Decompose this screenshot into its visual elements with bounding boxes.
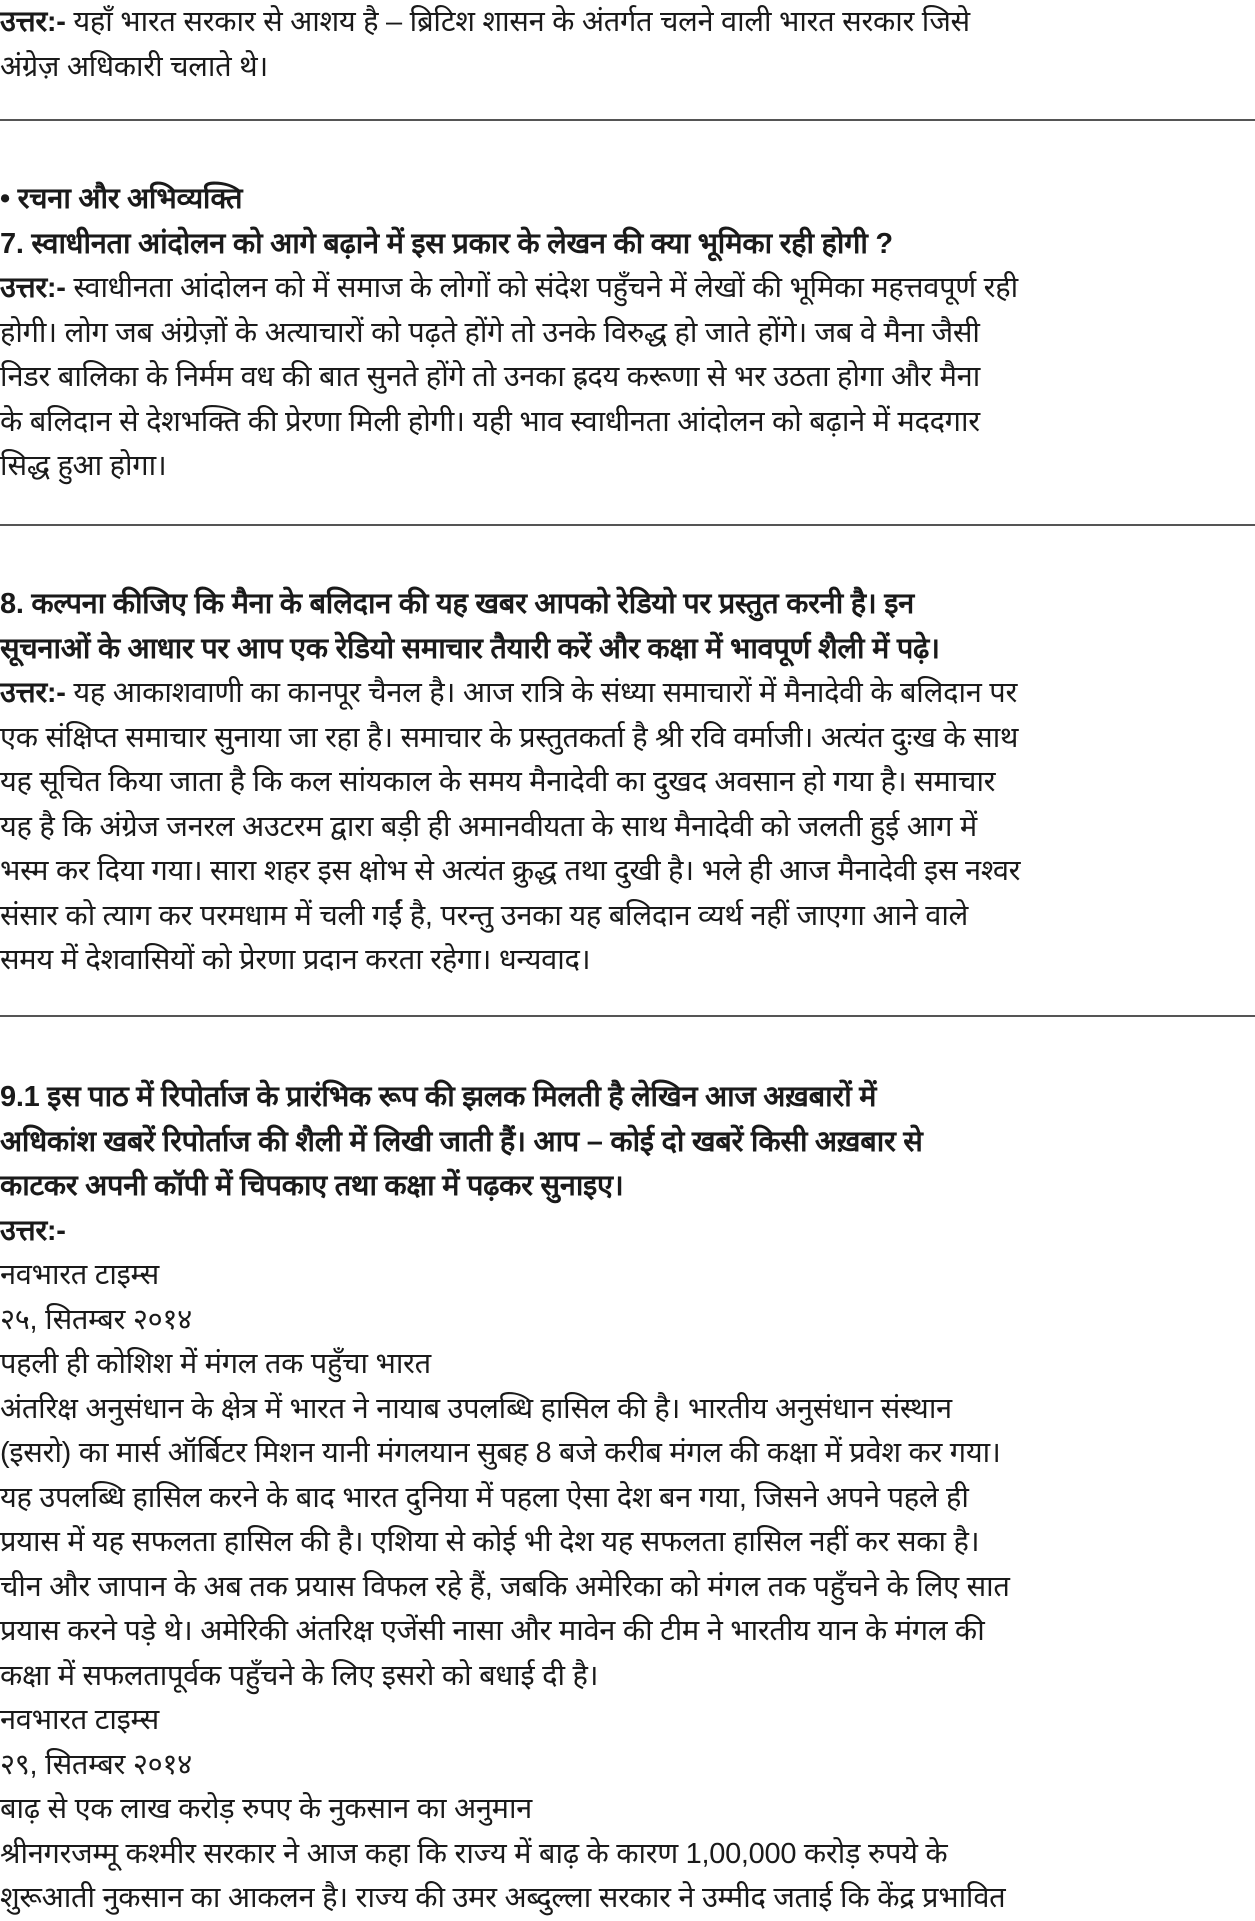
text-line	[0, 938, 1255, 983]
line-text: चीन और जापान के अब तक प्रयास विफल रहे हैं, जबकि अमेरिका को मंगल तक पहुँचने के लिए सात	[0, 1570, 1010, 1603]
text-line	[0, 311, 1255, 356]
question-line	[0, 582, 1255, 627]
line-text: के बलिदान से देशभक्ति की प्रेरणा मिली होगी। यही भाव स्वाधीनता आंदोलन को बढ़ाने में मददगार	[0, 405, 980, 438]
question-line	[0, 627, 1255, 672]
line-text: २९, सितम्बर २०१४	[0, 1748, 192, 1781]
text-line	[0, 45, 1255, 90]
line-text: काटकर अपनी कॉपी में चिपकाए तथा कक्षा में पढ़कर सुनाइए।	[0, 1170, 624, 1202]
line-text: सिद्ध हुआ होगा।	[0, 450, 167, 482]
text-line	[0, 849, 1255, 894]
text-line	[0, 1698, 1255, 1743]
line-text: यह सूचित किया जाता है कि कल सांयकाल के समय मैनादेवी का दुखद अवसान हो गया है। समाचार	[0, 766, 996, 798]
line-text: 9.1 इस पाठ में रिपोर्ताज के प्रारंभिक रूप की झलक मिलती है लेखिन आज अख़बारों में	[0, 1081, 877, 1113]
line-text: प्रयास करने पड़े थे। अमेरिकी अंतरिक्ष एजेंसी नासा और मावेन की टीम ने भारतीय यान के मंगल की	[0, 1615, 985, 1647]
question-line	[0, 1164, 1255, 1209]
text-line	[0, 894, 1255, 939]
text-line	[0, 805, 1255, 850]
text-line	[0, 1298, 1255, 1343]
text-line	[0, 1431, 1255, 1476]
line-text: यह उपलब्धि हासिल करने के बाद भारत दुनिया में पहला ऐसा देश बन गया, जिसने अपने पहले ही	[0, 1481, 969, 1514]
line-text: यह आकाशवाणी का कानपूर चैनल है। आज रात्रि के संध्या समाचारों में मैनादेवी के बलिदान पर	[65, 677, 1018, 709]
question-line	[0, 222, 1255, 267]
line-text: सूचनाओं के आधार पर आप एक रेडियो समाचार तैयारी करें और कक्षा में भावपूर्ण शैली में पढ़े।	[0, 632, 940, 665]
text-line	[0, 1209, 1255, 1254]
line-text: पहली ही कोशिश में मंगल तक पहुँचा भारत	[0, 1348, 431, 1380]
text-line	[0, 760, 1255, 805]
question-7-section	[0, 177, 1255, 489]
text-line	[0, 1832, 1255, 1877]
text-line	[0, 1876, 1255, 1921]
text-line	[0, 1387, 1255, 1432]
question-line	[0, 1120, 1255, 1165]
question-8-section	[0, 582, 1255, 983]
text-line	[0, 1787, 1255, 1832]
divider	[0, 524, 1255, 526]
line-text: श्रीनगरजम्मू कश्मीर सरकार ने आज कहा कि राज्य में बाढ़ के कारण 1,00,000 करोड़ रुपये के	[0, 1837, 948, 1870]
line-text: कक्षा में सफलतापूर्वक पहुँचने के लिए इसरो को बधाई दी है।	[0, 1659, 599, 1692]
line-text: समय में देशवासियों को प्रेरणा प्रदान करता रहेगा। धन्यवाद।	[0, 944, 591, 976]
text-line	[0, 1253, 1255, 1298]
text-line	[0, 355, 1255, 400]
divider	[0, 1015, 1255, 1017]
line-text: अंग्रेज़ अधिकारी चलाते थे।	[0, 50, 268, 83]
line-text: भस्म कर दिया गया। सारा शहर इस क्षोभ से अत्यंत क्रुद्ध तथा दुखी है। भले ही आज मैनादेवी इस नश्वर	[0, 855, 1021, 887]
line-text: स्वाधीनता आंदोलन को में समाज के लोगों को संदेश पहुँचने में लेखों की भूमिका महत्तवपूर्ण रही	[65, 272, 1018, 304]
text-line	[0, 1654, 1255, 1699]
text-line	[0, 1743, 1255, 1788]
question-line	[0, 177, 1255, 222]
line-text: (इसरो) का मार्स ऑर्बिटर मिशन यानी मंगलयान सुबह 8 बजे करीब मंगल की कक्षा में प्रवेश कर गया।	[0, 1437, 1001, 1469]
text-line	[0, 1609, 1255, 1654]
text-line	[0, 716, 1255, 761]
line-text: अंतरिक्ष अनुसंधान के क्षेत्र में भारत ने नायाब उपलब्धि हासिल की है। भारतीय अनुसंधान संस्थान	[0, 1392, 952, 1425]
line-text: निडर बालिका के निर्मम वध की बात सुनते होंगे तो उनका ह्रदय करूणा से भर उठता होगा और मैना	[0, 361, 980, 393]
question-9-1-section	[0, 1075, 1255, 1921]
text-line	[0, 444, 1255, 489]
answer-label: उत्तर:-	[0, 272, 66, 304]
line-text: नवभारत टाइम्स	[0, 1704, 159, 1736]
line-text: 7. स्वाधीनता आंदोलन को आगे बढ़ाने में इस प्रकार के लेखन की क्या भूमिका रही होगी ?	[0, 227, 893, 260]
text-line	[0, 266, 1255, 311]
text-line	[0, 1565, 1255, 1610]
line-text: नवभारत टाइम्स	[0, 1259, 159, 1291]
line-text: • रचना और अभिव्यक्ति	[0, 183, 243, 215]
line-text: शुरूआती नुकसान का आकलन है। राज्य की उमर अब्दुल्ला सरकार ने उम्मीद जताई कि केंद्र प्रभावित	[0, 1882, 1006, 1914]
line-text: यह है कि अंग्रेज जनरल अउटरम द्वारा बड़ी ही अमानवीयता के साथ मैनादेवी को जलती हुई आग में	[0, 810, 977, 843]
divider	[0, 119, 1255, 121]
line-text: बाढ़ से एक लाख करोड़ रुपए के नुकसान का अनुमान	[0, 1793, 532, 1825]
answer-6-section	[0, 0, 1255, 89]
question-line	[0, 1075, 1255, 1120]
answer-label: उत्तर:-	[0, 677, 66, 709]
text-line	[0, 1520, 1255, 1565]
line-text: यहाँ भारत सरकार से आशय है – ब्रिटिश शासन के अंतर्गत चलने वाली भारत सरकार जिसे	[65, 6, 970, 38]
line-text: संसार को त्याग कर परमधाम में चली गईं है, परन्तु उनका यह बलिदान व्यर्थ नहीं जाएगा आने वाले	[0, 899, 968, 932]
line-text: २५, सितम्बर २०१४	[0, 1303, 192, 1336]
line-text: 8. कल्पना कीजिए कि मैना के बलिदान की यह खबर आपको रेडियो पर प्रस्तुत करनी है। इन	[0, 588, 914, 620]
line-text: होगी। लोग जब अंग्रेज़ों के अत्याचारों को पढ़ते होंगे तो उनके विरुद्ध हो जाते होंगे। जब वे मैना जैसी	[0, 316, 980, 349]
text-line	[0, 400, 1255, 445]
text-line	[0, 1476, 1255, 1521]
text-line	[0, 671, 1255, 716]
answer-label: उत्तर:-	[0, 1214, 66, 1247]
text-line	[0, 1342, 1255, 1387]
line-text: प्रयास में यह सफलता हासिल की है। एशिया से कोई भी देश यह सफलता हासिल नहीं कर सका है।	[0, 1526, 980, 1558]
line-text: एक संक्षिप्त समाचार सुनाया जा रहा है। समाचार के प्रस्तुतकर्ता है श्री रवि वर्माजी। अत्यंत दुःख के साथ	[0, 721, 1019, 754]
text-line	[0, 0, 1255, 45]
line-text: अधिकांश खबरें रिपोर्ताज की शैली में लिखी जाती हैं। आप – कोई दो खबरें किसी अख़बार से	[0, 1125, 923, 1158]
answer-label: उत्तर:-	[0, 6, 66, 38]
